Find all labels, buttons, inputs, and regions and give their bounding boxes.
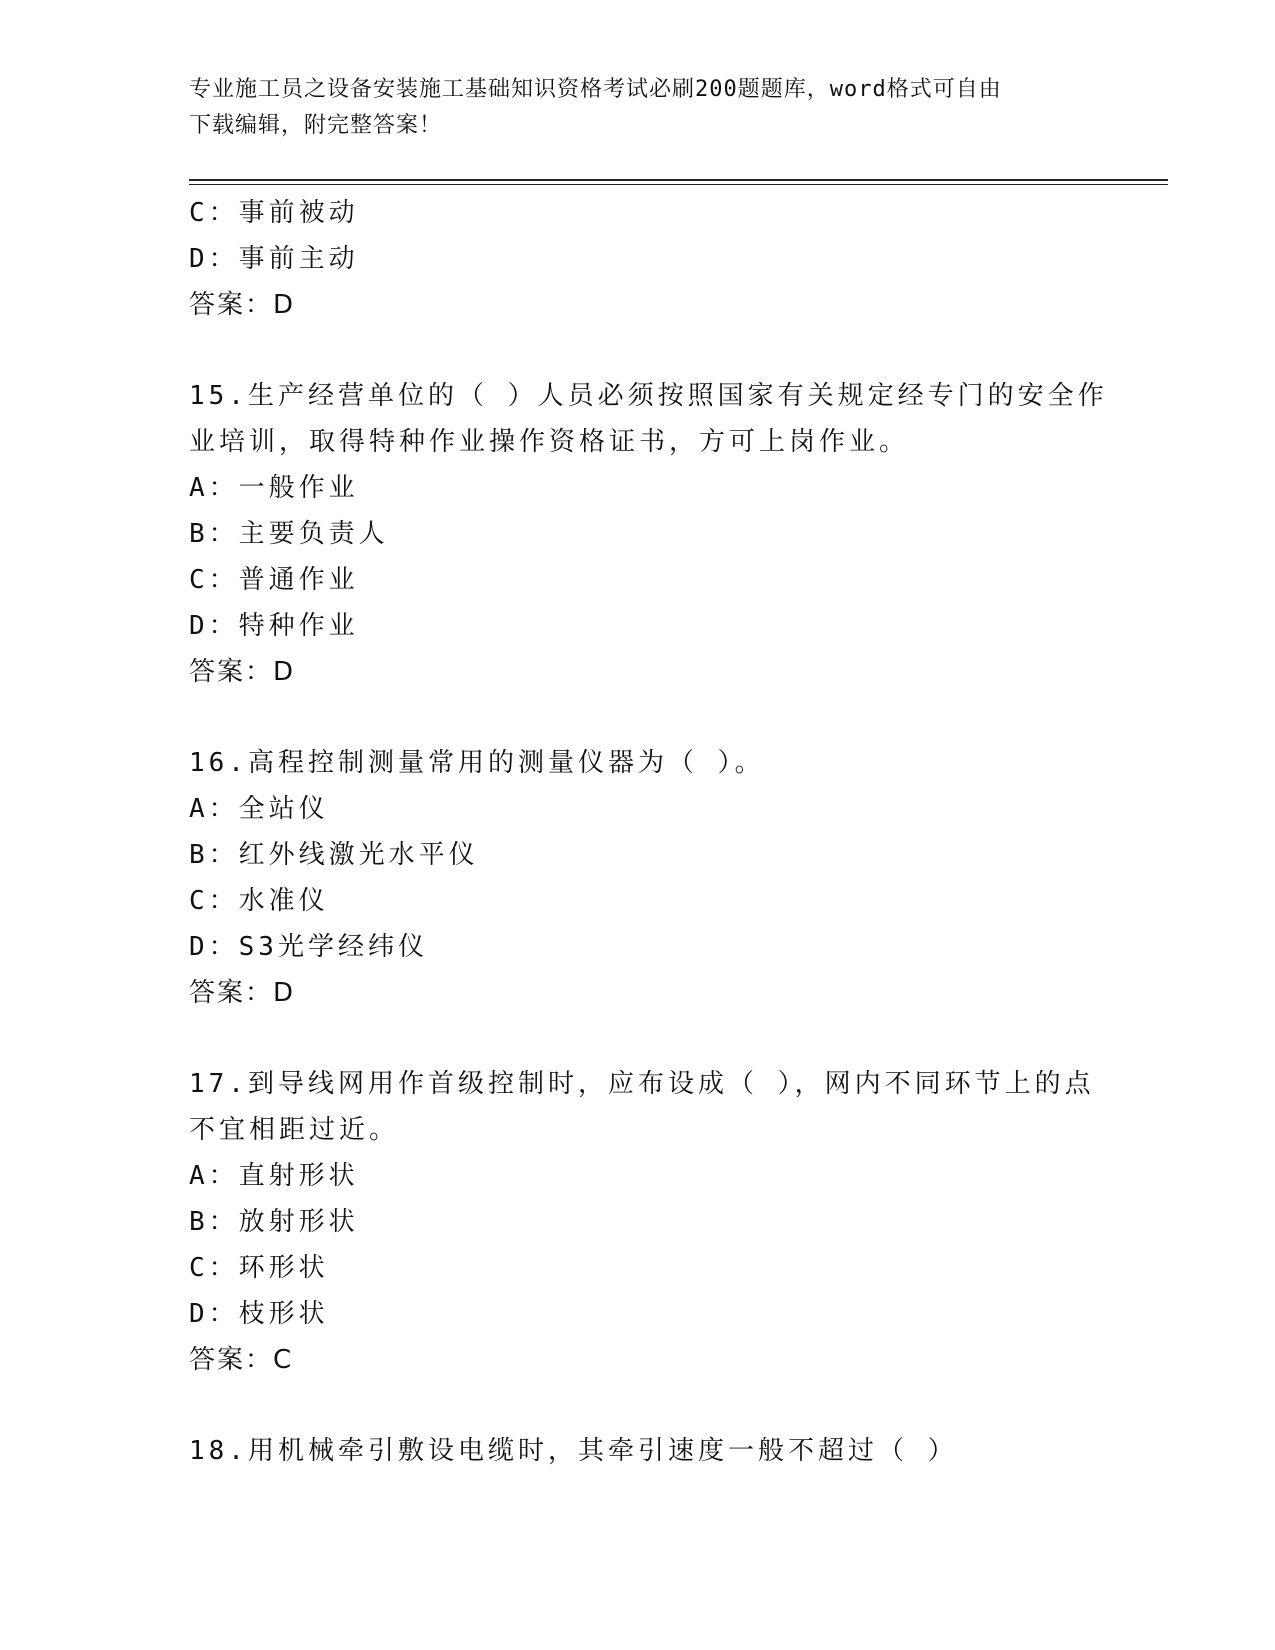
option-d: D：事前主动 [189,244,359,274]
question-17 [189,1061,1109,1383]
option-d: D：特种作业 [189,611,359,641]
question-15 [189,373,1109,695]
option-b: B：红外线激光水平仪 [189,840,479,870]
question-stem: 16.高程控制测量常用的测量仪器为（ ）。 [189,748,765,778]
option-d: D：S3光学经纬仪 [189,932,428,962]
option-c: C：事前被动 [189,198,359,228]
answer: 答案：C [189,1345,294,1375]
answer: 答案：D [189,290,296,320]
question-16 [189,740,1109,1016]
option-a: A：一般作业 [189,473,359,503]
question-stem: 15.生产经营单位的（ ）人员必须按照国家有关规定经专门的安全作 [189,381,1108,411]
option-a: A：全站仪 [189,794,329,824]
prev-question-tail [189,190,1109,328]
option-c: C：环形状 [189,1253,329,1283]
answer: 答案：D [189,978,296,1008]
question-18 [189,1428,1109,1474]
header-line-2: 下载编辑，附完整答案！ [189,113,443,138]
document-header [189,72,1079,144]
document-body [189,190,1109,1474]
question-stem: 17.到导线网用作首级控制时，应布设成（ ），网内不同环节上的点 [189,1069,1095,1099]
option-b: B：主要负责人 [189,519,389,549]
answer: 答案：D [189,657,296,687]
option-b: B：放射形状 [189,1207,359,1237]
option-c: C：水准仪 [189,886,329,916]
option-d: D：枝形状 [189,1299,329,1329]
option-c: C：普通作业 [189,565,359,595]
header-divider-thick [189,179,1168,181]
header-divider-thin [189,184,1168,185]
question-stem: 不宜相距过近。 [189,1115,400,1145]
question-stem: 18.用机械牵引敷设电缆时，其牵引速度一般不超过（ ） [189,1436,958,1466]
question-stem: 业培训，取得特种作业操作资格证书，方可上岗作业。 [189,427,910,457]
option-a: A：直射形状 [189,1161,359,1191]
header-line-1: 专业施工员之设备安装施工基础知识资格考试必刷200题题库，word格式可自由 [189,77,1002,102]
